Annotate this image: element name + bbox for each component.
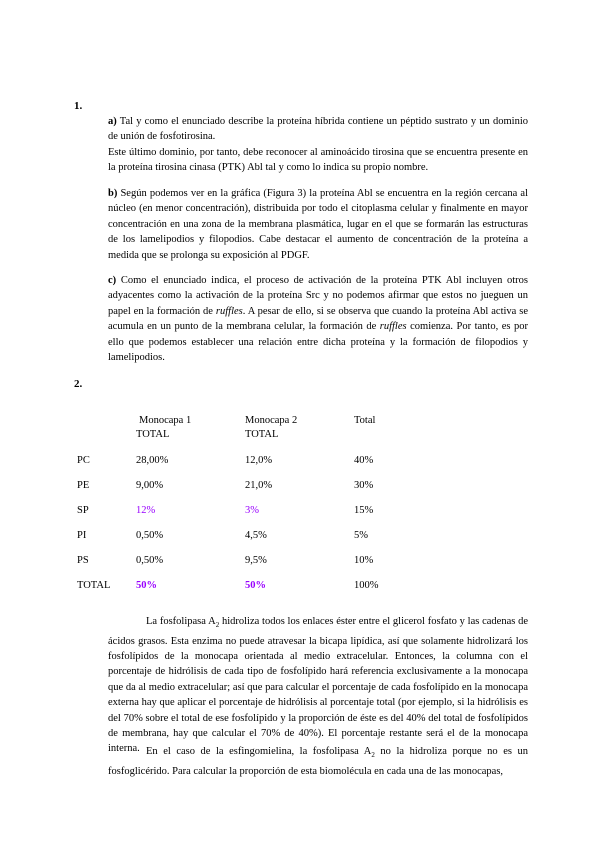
header-monocapa-1-total: TOTAL [136,429,170,440]
ruffles-term: ruffles [215,305,243,317]
row-label: PI [77,530,87,541]
cell-m2-total: 50% [245,580,266,591]
answer-1c-text-1: Como el enunciado indica, el proceso de activación de la proteína PTK Abl incluyen otros adyacentes como la activación de la proteína Src y no podemos afirmar que estos no jueguen un papel en la formación de [108,275,528,317]
cell-m2: 12,0% [245,455,273,466]
cell-total: 5% [354,530,368,541]
row-label: SP [77,505,89,516]
cell-m1: 0,50% [136,530,164,541]
row-label: PC [77,455,90,466]
answer-1a [108,114,528,176]
row-label-total: TOTAL [77,580,111,591]
p2-text-post: no la hidroliza porque no es un fosfoglicérido. Para calcular la proporción de esta biomolécula en cada una de las monocapas, [108,746,528,777]
answer-1b-text: Según podemos ver en la gráfica (Figura 3) la proteína Abl se encuentra en la región cercana al núcleo (en menor concentración), distribuida por todo el citoplasma celular y finalmente en mayor concentración en una zona de la membrana plasmática, lugar en el que se formarán las estructuras de los lamelipodios y filopodios. Cabe destacar el aumento de concentración de la proteína a medida que se prolonga su exposición al PDGF. [108,188,528,261]
answer-1c-label: c) [108,275,117,286]
subscript: 2 [215,621,220,630]
section-2-number: 2. [74,378,83,390]
p1-text-post: hidroliza todos los enlaces éster entre el glicerol fosfato y las cadenas de ácidos grasos. Esta enzima no puede atravesar la bicapa lipídica, así que solamente hidrolizará los fosfolípidos de la monocapa orientada al medio extracelular. Entonces, la columna con el porcentaje de hidrólisis de cada tipo de fosfolípido hará referencia exclusivamente a la monocapa que da al medio extracelular; así que para calcular el porcentaje de cada fosfolípido en la monocapa externa hay que aplicar el porcentaje de hidrólisis al porcentaje total (por ejemplo, si la hidrólisis es del 70% sobre el total de ese fosfolípido y la proporción de éste es del 40% del total de fosfolípidos de membrana, hay que calcular el 70% de 40%). El porcentaje restante será el de la monocapa interna. [108,616,528,755]
answer-1c-text-3: comienza. Por tanto, es por ello que podemos establecer una relación entre dicha proteína y la formación de filopodios y lamelipodios. [108,321,528,364]
answer-1c-text-2: . A pesar de ello, si se observa que cuando la proteína Abl activa se acumula en un punto de la membrana celular, la formación de [108,305,528,333]
cell-m2: 4,5% [245,530,267,541]
cell-grand-total: 100% [354,580,379,591]
header-total: Total [354,415,376,426]
cell-m1: 28,00% [136,455,169,466]
cell-m1-total: 50% [136,580,157,591]
header-monocapa-1: Monocapa 1 [139,415,192,426]
cell-m1: 0,50% [136,555,164,566]
p2-text-pre: En el caso de la esfingomielina, la fosfolipasa A [146,746,372,757]
answer-1b [108,186,528,263]
p1-text-pre: La fosfolipasa A [146,616,216,627]
cell-m1: 9,00% [136,480,164,491]
cell-m2: 9,5% [245,555,267,566]
cell-total: 15% [354,505,374,516]
cell-total: 10% [354,555,374,566]
cell-m2-highlighted: 3% [245,505,259,516]
header-monocapa-2: Monocapa 2 [245,415,298,426]
cell-total: 40% [354,455,374,466]
section-1-number: 1. [74,100,83,112]
answer-1a-text: Tal y como el enunciado describe la proteína híbrida contiene un péptido sustrato y un dominio de unión de fosfotirosina. [108,116,528,143]
explanation-paragraph-2 [108,744,528,779]
ruffles-term: ruffles [379,321,407,333]
header-monocapa-2-total: TOTAL [245,429,279,440]
row-label: PS [77,555,89,566]
answer-1b-label: b) [108,188,118,199]
cell-total: 30% [354,480,374,491]
cell-m1-highlighted: 12% [136,505,156,516]
cell-m2: 21,0% [245,480,273,491]
explanation-paragraph-1 [108,614,528,760]
answer-1a-text-2: Este último dominio, por tanto, debe reconocer al aminoácido tirosina que se encuentra presente en la proteína tirosina cinasa (PTK) Abl tal y como lo indica su propio nombre. [108,146,528,174]
answer-1a-label: a) [108,116,117,127]
row-label: PE [77,480,90,491]
subscript: 2 [371,751,375,760]
answer-1c [108,273,528,365]
